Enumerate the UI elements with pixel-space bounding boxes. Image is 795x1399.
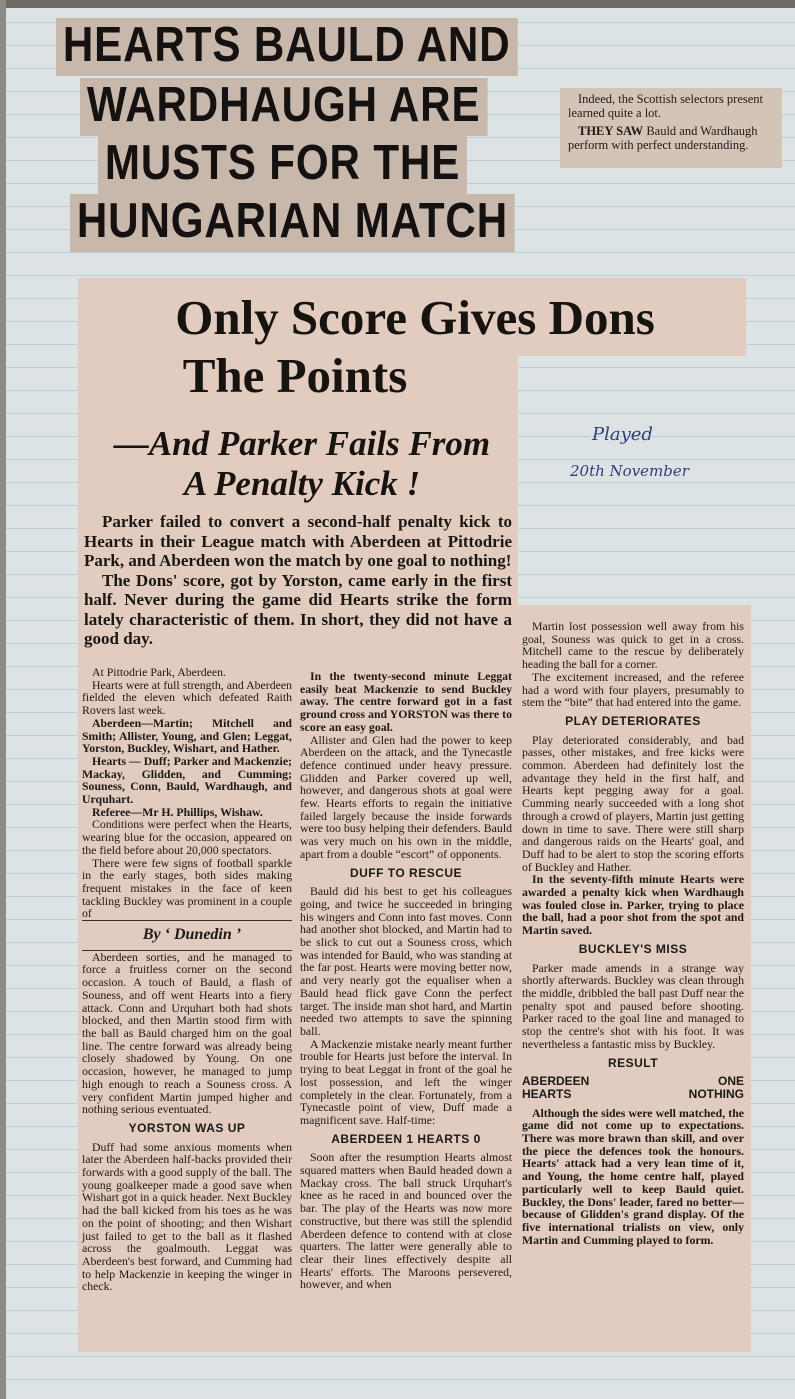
article-title-line-1: Only Score Gives Dons bbox=[175, 290, 655, 345]
article-title-line-2: The Points bbox=[182, 348, 408, 403]
side-paragraph-2 bbox=[568, 124, 774, 152]
subheading-yorston: YORSTON WAS UP bbox=[128, 1120, 246, 1135]
headline-line-2: WARDHAUGH ARE bbox=[80, 78, 487, 136]
goal-paragraph: In the twenty-second minute Leggat easily beat Mackenzie to send Buckley away. The centre forward got in a fast ground cross and YORSTON was there to score an easy goal. bbox=[300, 669, 512, 734]
aberdeen-lineup: Aberdeen—Martin; Mitchell and Smith; Allister, Young, and Glen; Leggat, Yorston, Buckley, Wishart, and Hather. bbox=[82, 715, 292, 756]
side-clipping bbox=[560, 88, 782, 168]
article-column-2 bbox=[300, 670, 512, 1291]
col1-paragraph: There were few signs of football sparkle in the early stages, both sides making frequent mistakes in the face of keen tackling Buckley was prominent in a couple of bbox=[82, 855, 292, 921]
result-team: HEARTS bbox=[522, 1086, 572, 1101]
subtitle-line-1: —And Parker Fails From bbox=[113, 424, 491, 463]
byline: By ‘ Dunedin ’ bbox=[82, 920, 292, 951]
penalty-paragraph: In the seventy-fifth minute Hearts were awarded a penalty kick when Wardhaugh was fouled close in. Parker, trying to place the ball, had a poor shot from the spot and Martin saved. bbox=[522, 872, 744, 938]
subheading-result: RESULT bbox=[607, 1055, 659, 1070]
col1-paragraph: Hearts were at full strength, and Aberdeen fielded the eleven which defeated Raith Rovers last week. bbox=[82, 677, 292, 718]
col2-paragraph: Bauld did his best to get his colleagues going, and twice he succeeded in bringing his wingers and Conn into fast moves. Conn had another shot blocked, and Martin had to be slick to cut out a Souness cross, which was intended for Bauld, who was standing at the far post. Hearts were moving better now, and very nearly got the equaliser when a Bauld head flick gave Conn the perfect target. The inside man shot hard, and Martin needed two attempts to save the spinning ball. bbox=[300, 884, 512, 1038]
col2-paragraph: A Mackenzie mistake nearly meant further trouble for Hearts just before the interval. In trying to beat Leggat in front of the goal he lost possession, and left the winger completely in the clear. Fortunately, from a Tynecastle point of view, Duff made a magnificent save. Half-time: bbox=[300, 1036, 512, 1127]
result-row-hearts bbox=[522, 1088, 744, 1101]
subheading-buckleys-miss: BUCKLEY'S MISS bbox=[578, 941, 688, 956]
result-team: ABERDEEN bbox=[522, 1074, 590, 1089]
article-intro bbox=[84, 512, 512, 649]
subtitle-line-2: A Penalty Kick ! bbox=[183, 464, 421, 503]
col2-paragraph: Allister and Glen had the power to keep Aberdeen on the attack, and the Tynecastle defence continued under heavy pressure. Glidden and Parker covered up well, however, and dangerous shots at goal were few. Hearts efforts to regain the initiative failed largely because the inside forwards were too busy helping their defenders. Bauld was very much on his own in the middle, apart from a double “escort” of opponents. bbox=[300, 732, 512, 861]
side-paragraph-1: Indeed, the Scottish selectors present learned quite a lot. bbox=[568, 92, 764, 120]
halftime-score: ABERDEEN 1 HEARTS 0 bbox=[331, 1131, 481, 1146]
result-score: ONE bbox=[717, 1074, 744, 1089]
article-subtitle bbox=[88, 424, 516, 504]
album-left-edge bbox=[0, 0, 6, 1399]
subheading-play-deteriorates: PLAY DETERIORATES bbox=[565, 713, 701, 728]
headline-line-3: MUSTS FOR THE bbox=[98, 136, 467, 194]
result-row-aberdeen bbox=[522, 1075, 744, 1088]
subheading-duff: DUFF TO RESCUE bbox=[349, 865, 463, 880]
side-rest: Bauld and Wardhaugh perform with perfect understanding. bbox=[568, 124, 758, 152]
col1-paragraph: Aberdeen sorties, and he managed to force a fruitless corner on the second occasion. A touch of Bauld, a flash of Souness, and off went Hearts into a fiery attack. Conn and Urquhart both had shots blocked, and then Martin stood firm with the ball as Bauld charged him on the goal line. The centre forward was already being closely shadowed by Young. On one occasion, however, he managed to jump high enough to reach a Souness cross. A very confident Martin jumped higher and nothing serious eventuated. bbox=[82, 949, 292, 1117]
col3-paragraph: Parker made amends in a strange way shortly afterwards. Buckley was clean through the middle, dribbled the ball past Duff near the penalty spot and paused before shooting. Parker raced to the goal line and managed to stop the centre's shot with his foot. It was nevertheless a fantastic miss by Buckley. bbox=[522, 960, 744, 1051]
col3-paragraph: Martin lost possession well away from his goal, Souness was quick to get in a cross. Mitchell came to the rescue by deliberately heading the ball for a corner. bbox=[522, 619, 744, 672]
side-lead: THEY SAW bbox=[578, 124, 644, 138]
headline-line-4: HUNGARIAN MATCH bbox=[70, 194, 515, 252]
handwritten-note-line-2: 20th November bbox=[570, 462, 689, 480]
intro-paragraph-2: The Dons' score, got by Yorston, came early in the first half. Never during the game did Hearts strike the form lately characteristic of them. In short, they did not have a good day. bbox=[84, 570, 512, 648]
col1-paragraph: Conditions were perfect when the Hearts, wearing blue for the occasion, appeared on the field before about 20,000 spectators. bbox=[82, 817, 292, 857]
col2-paragraph: Soon after the resumption Hearts almost squared matters when Bauld headed down a Mackay cross. The ball struck Urquhart's knee as he raced in and bounced over the bar. The play of the Hearts was now more constructive, but there was still the splendid Aberdeen defence to contend with at close quarters. The latter were generally able to clear their lines effectively despite all Hearts' efforts. The Maroons persevered, however, and when bbox=[300, 1150, 512, 1292]
col1-paragraph: Duff had some anxious moments when later the Aberdeen half-backs provided their forwards with a good supply of the ball. The young goalkeeper made a good save when Wishart got in a quick header. Next Buckley had the ball kicked from his toes as he was on the point of shooting; and then Wishart just failed to get to the ball as it flashed across the goalmouth. Leggat was Aberdeen's best forward, and Cumming had to help Mackenzie in keeping the winger in check. bbox=[82, 1139, 292, 1294]
album-top-edge bbox=[0, 0, 795, 8]
col3-paragraph: Play deteriorated considerably, and bad passes, other mistakes, and free kicks were common. Aberdeen had definitely lost the advantage they held in the first half, and Hearts kept pegging away for a goal. Cumming nearly succeeded with a long shot through a crowd of players, Martin just getting down in time to save. There were still sharp and dangerous raids on the Hearts' goal, and Duff had to be alert to stop the scoring efforts of Buckley and Hather. bbox=[522, 732, 744, 874]
headline-line-1: HEARTS BAULD AND bbox=[56, 18, 517, 76]
handwritten-note-line-1: Played bbox=[592, 424, 653, 445]
intro-paragraph-1: Parker failed to convert a second-half penalty kick to Hearts in their League match with Aberdeen at Pittodrie Park, and Aberdeen won the match by one goal to nothing! bbox=[84, 512, 512, 570]
article-column-1 bbox=[82, 666, 292, 1293]
result-score: NOTHING bbox=[688, 1086, 744, 1101]
article-column-3 bbox=[522, 620, 744, 1246]
summary-paragraph: Although the sides were well matched, the game did not come up to expectations. There was more brawn than skill, and over the piece the defences took the honours. Hearts' attack had a very lean time of it, and Young, the home centre half, played particularly well to keep Bauld quiet. Buckley, the Dons' leader, fared no better—because of Glidden's grand display. Of the five international trialists on view, only Martin and Cumming played to form. bbox=[522, 1105, 744, 1247]
col1-paragraph: At Pittodrie Park, Aberdeen. bbox=[92, 665, 226, 679]
col3-paragraph: The excitement increased, and the referee had a word with four players, presumably to stem the “bite” that had entered into the game. bbox=[522, 669, 744, 710]
hearts-lineup: Hearts — Duff; Parker and Mackenzie; Mackay, Glidden, and Cumming; Souness, Conn, Bauld, Wardhaugh, and Urquhart. bbox=[82, 753, 292, 807]
referee: Referee—Mr H. Phillips, Wishaw. bbox=[92, 804, 263, 819]
